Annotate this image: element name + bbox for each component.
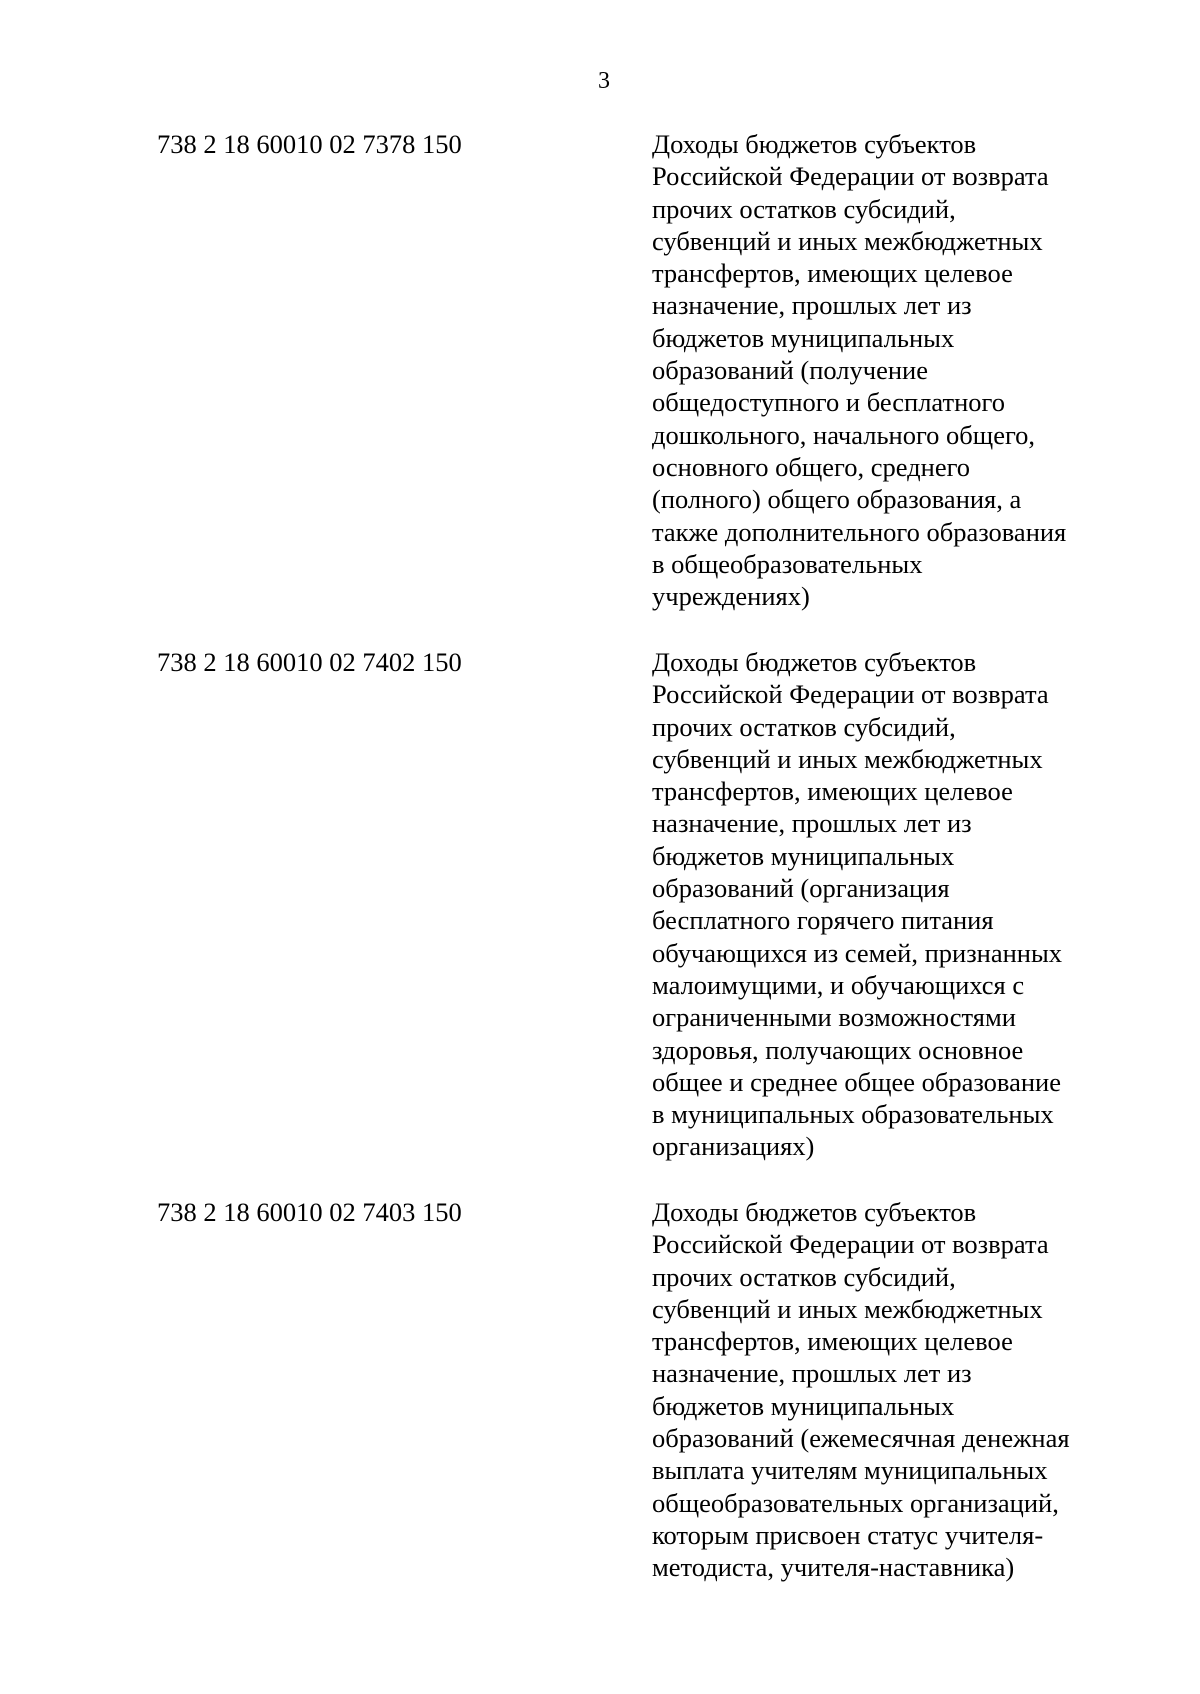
budget-classification-code: 738 2 18 60010 02 7378 150 [157, 129, 462, 159]
description-line: образований (получение [652, 355, 928, 386]
description-line: бюджетов муниципальных [652, 840, 955, 871]
description-line: трансфертов, имеющих целевое [652, 258, 1013, 289]
description-line: основного общего, среднего [652, 451, 971, 482]
description-line: прочих остатков субсидий, [652, 1261, 956, 1292]
budget-classification-code: 738 2 18 60010 02 7402 150 [157, 647, 462, 677]
description-line: Доходы бюджетов субъектов [652, 129, 977, 159]
description-line: общедоступного и бесплатного [652, 387, 1005, 418]
budget-classification-code: 738 2 18 60010 02 7403 150 [157, 1197, 462, 1227]
description-line: организациях) [652, 1131, 815, 1162]
description-line: назначение, прошлых лет из [652, 290, 972, 321]
description-line: бюджетов муниципальных [652, 1390, 955, 1421]
description-line: прочих остатков субсидий, [652, 193, 956, 224]
description-line: методиста, учителя-наставника) [652, 1552, 1015, 1583]
entry-description [652, 128, 1152, 612]
entry-description [652, 646, 1152, 1163]
description-line: назначение, прошлых лет из [652, 1358, 972, 1389]
entry-description [652, 1196, 1152, 1584]
description-line: Доходы бюджетов субъектов [652, 647, 977, 677]
description-line: образований (ежемесячная денежная [652, 1423, 1070, 1454]
description-line: Российской Федерации от возврата [652, 679, 1049, 710]
description-line: которым присвоен статус учителя- [652, 1519, 1044, 1550]
description-line: обучающихся из семей, признанных [652, 937, 1063, 968]
description-line: также дополнительного образования [652, 516, 1067, 547]
description-line: Российской Федерации от возврата [652, 1229, 1049, 1260]
description-line: трансфертов, имеющих целевое [652, 1326, 1013, 1357]
description-line: субвенций и иных межбюджетных [652, 1293, 1043, 1324]
page-number: 3 [598, 68, 610, 94]
description-line: бюджетов муниципальных [652, 322, 955, 353]
description-line: ограниченными возможностями [652, 1002, 1016, 1033]
description-line: здоровья, получающих основное [652, 1034, 1024, 1065]
description-line: в общеобразовательных [652, 548, 923, 579]
description-line: в муниципальных образовательных [652, 1099, 1054, 1130]
description-line: Доходы бюджетов субъектов [652, 1197, 977, 1227]
description-line: общее и среднее общее образование [652, 1066, 1061, 1097]
description-line: малоимущими, и обучающихся с [652, 969, 1025, 1000]
description-line: прочих остатков субсидий, [652, 711, 956, 742]
description-line: Российской Федерации от возврата [652, 161, 1049, 192]
description-line: общеобразовательных организаций, [652, 1487, 1059, 1518]
description-line: субвенций и иных межбюджетных [652, 743, 1043, 774]
description-line: дошкольного, начального общего, [652, 419, 1036, 450]
description-line: назначение, прошлых лет из [652, 808, 972, 839]
description-line: (полного) общего образования, а [652, 484, 1022, 515]
description-line: образований (организация [652, 873, 950, 904]
description-line: учреждениях) [652, 581, 810, 612]
description-line: субвенций и иных межбюджетных [652, 225, 1043, 256]
description-line: бесплатного горячего питания [652, 905, 994, 936]
description-line: выплата учителям муниципальных [652, 1455, 1048, 1486]
description-line: трансфертов, имеющих целевое [652, 776, 1013, 807]
